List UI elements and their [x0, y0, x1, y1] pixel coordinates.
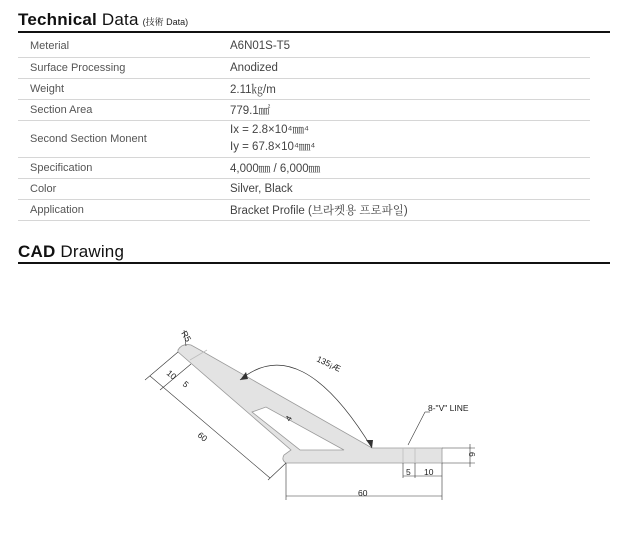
table-row — [18, 120, 590, 157]
dim-label-10b: 10 — [424, 467, 434, 477]
spec-label: Section Area — [30, 103, 93, 116]
dim-label-4: 4 — [283, 413, 295, 423]
spec-table — [18, 36, 590, 221]
dim-label-5: 5 — [180, 378, 191, 390]
spec-label: Surface Processing — [30, 61, 126, 74]
table-row — [18, 157, 590, 178]
table-row — [18, 99, 590, 120]
dim-label-r5: R5 — [179, 329, 194, 344]
spec-value: Bracket Profile (브라켓용 프로파일) — [230, 204, 408, 217]
spec-value: 779.1㎟ — [230, 104, 271, 117]
dim-label-vline: 8-"V" LINE — [428, 403, 469, 413]
spec-label: Second Section Monent — [30, 132, 147, 145]
cad-drawing-header — [18, 242, 610, 262]
dim-label-6: 6 — [467, 452, 477, 457]
dim-label-60: 60 — [195, 429, 210, 444]
spec-value-iy: Iy = 67.8×10⁴㎜⁴ — [230, 140, 316, 153]
spec-value: A6N01S-T5 — [230, 40, 291, 53]
dim-line — [268, 463, 286, 480]
spec-value: Silver, Black — [230, 182, 293, 195]
spec-label: Meterial — [30, 40, 70, 53]
spec-label: Color — [30, 182, 57, 195]
technical-data-subtitle: (技術 Data) — [142, 17, 189, 27]
spec-value — [230, 120, 590, 157]
dim-label-angle: 135¡Æ — [315, 353, 343, 374]
cad-drawing-rule — [18, 262, 610, 264]
spec-value: Anodized — [230, 61, 278, 74]
technical-data-header — [18, 10, 610, 30]
dim-label-10: 10 — [164, 367, 179, 382]
cad-drawing-title: CAD Drawing — [18, 242, 125, 261]
spec-label: Specification — [30, 161, 93, 174]
cad-drawing — [0, 280, 629, 559]
table-row — [18, 78, 590, 99]
technical-data-rule — [18, 31, 610, 33]
leader-line — [408, 412, 425, 445]
spec-value: 2.11㎏/m — [230, 83, 276, 96]
technical-data-title: Technical Data — [18, 10, 139, 29]
table-row — [18, 57, 590, 78]
table-row — [18, 36, 590, 57]
dim-label-5b: 5 — [406, 467, 411, 477]
table-row — [18, 199, 590, 220]
spec-label: Weight — [30, 82, 65, 95]
table-row — [18, 178, 590, 199]
spec-label: Application — [30, 203, 84, 216]
dim-label-60b: 60 — [358, 488, 368, 498]
spec-value: 4,000㎜ / 6,000㎜ — [230, 162, 321, 175]
spec-value-ix: Ix = 2.8×10⁴㎜⁴ — [230, 123, 309, 136]
